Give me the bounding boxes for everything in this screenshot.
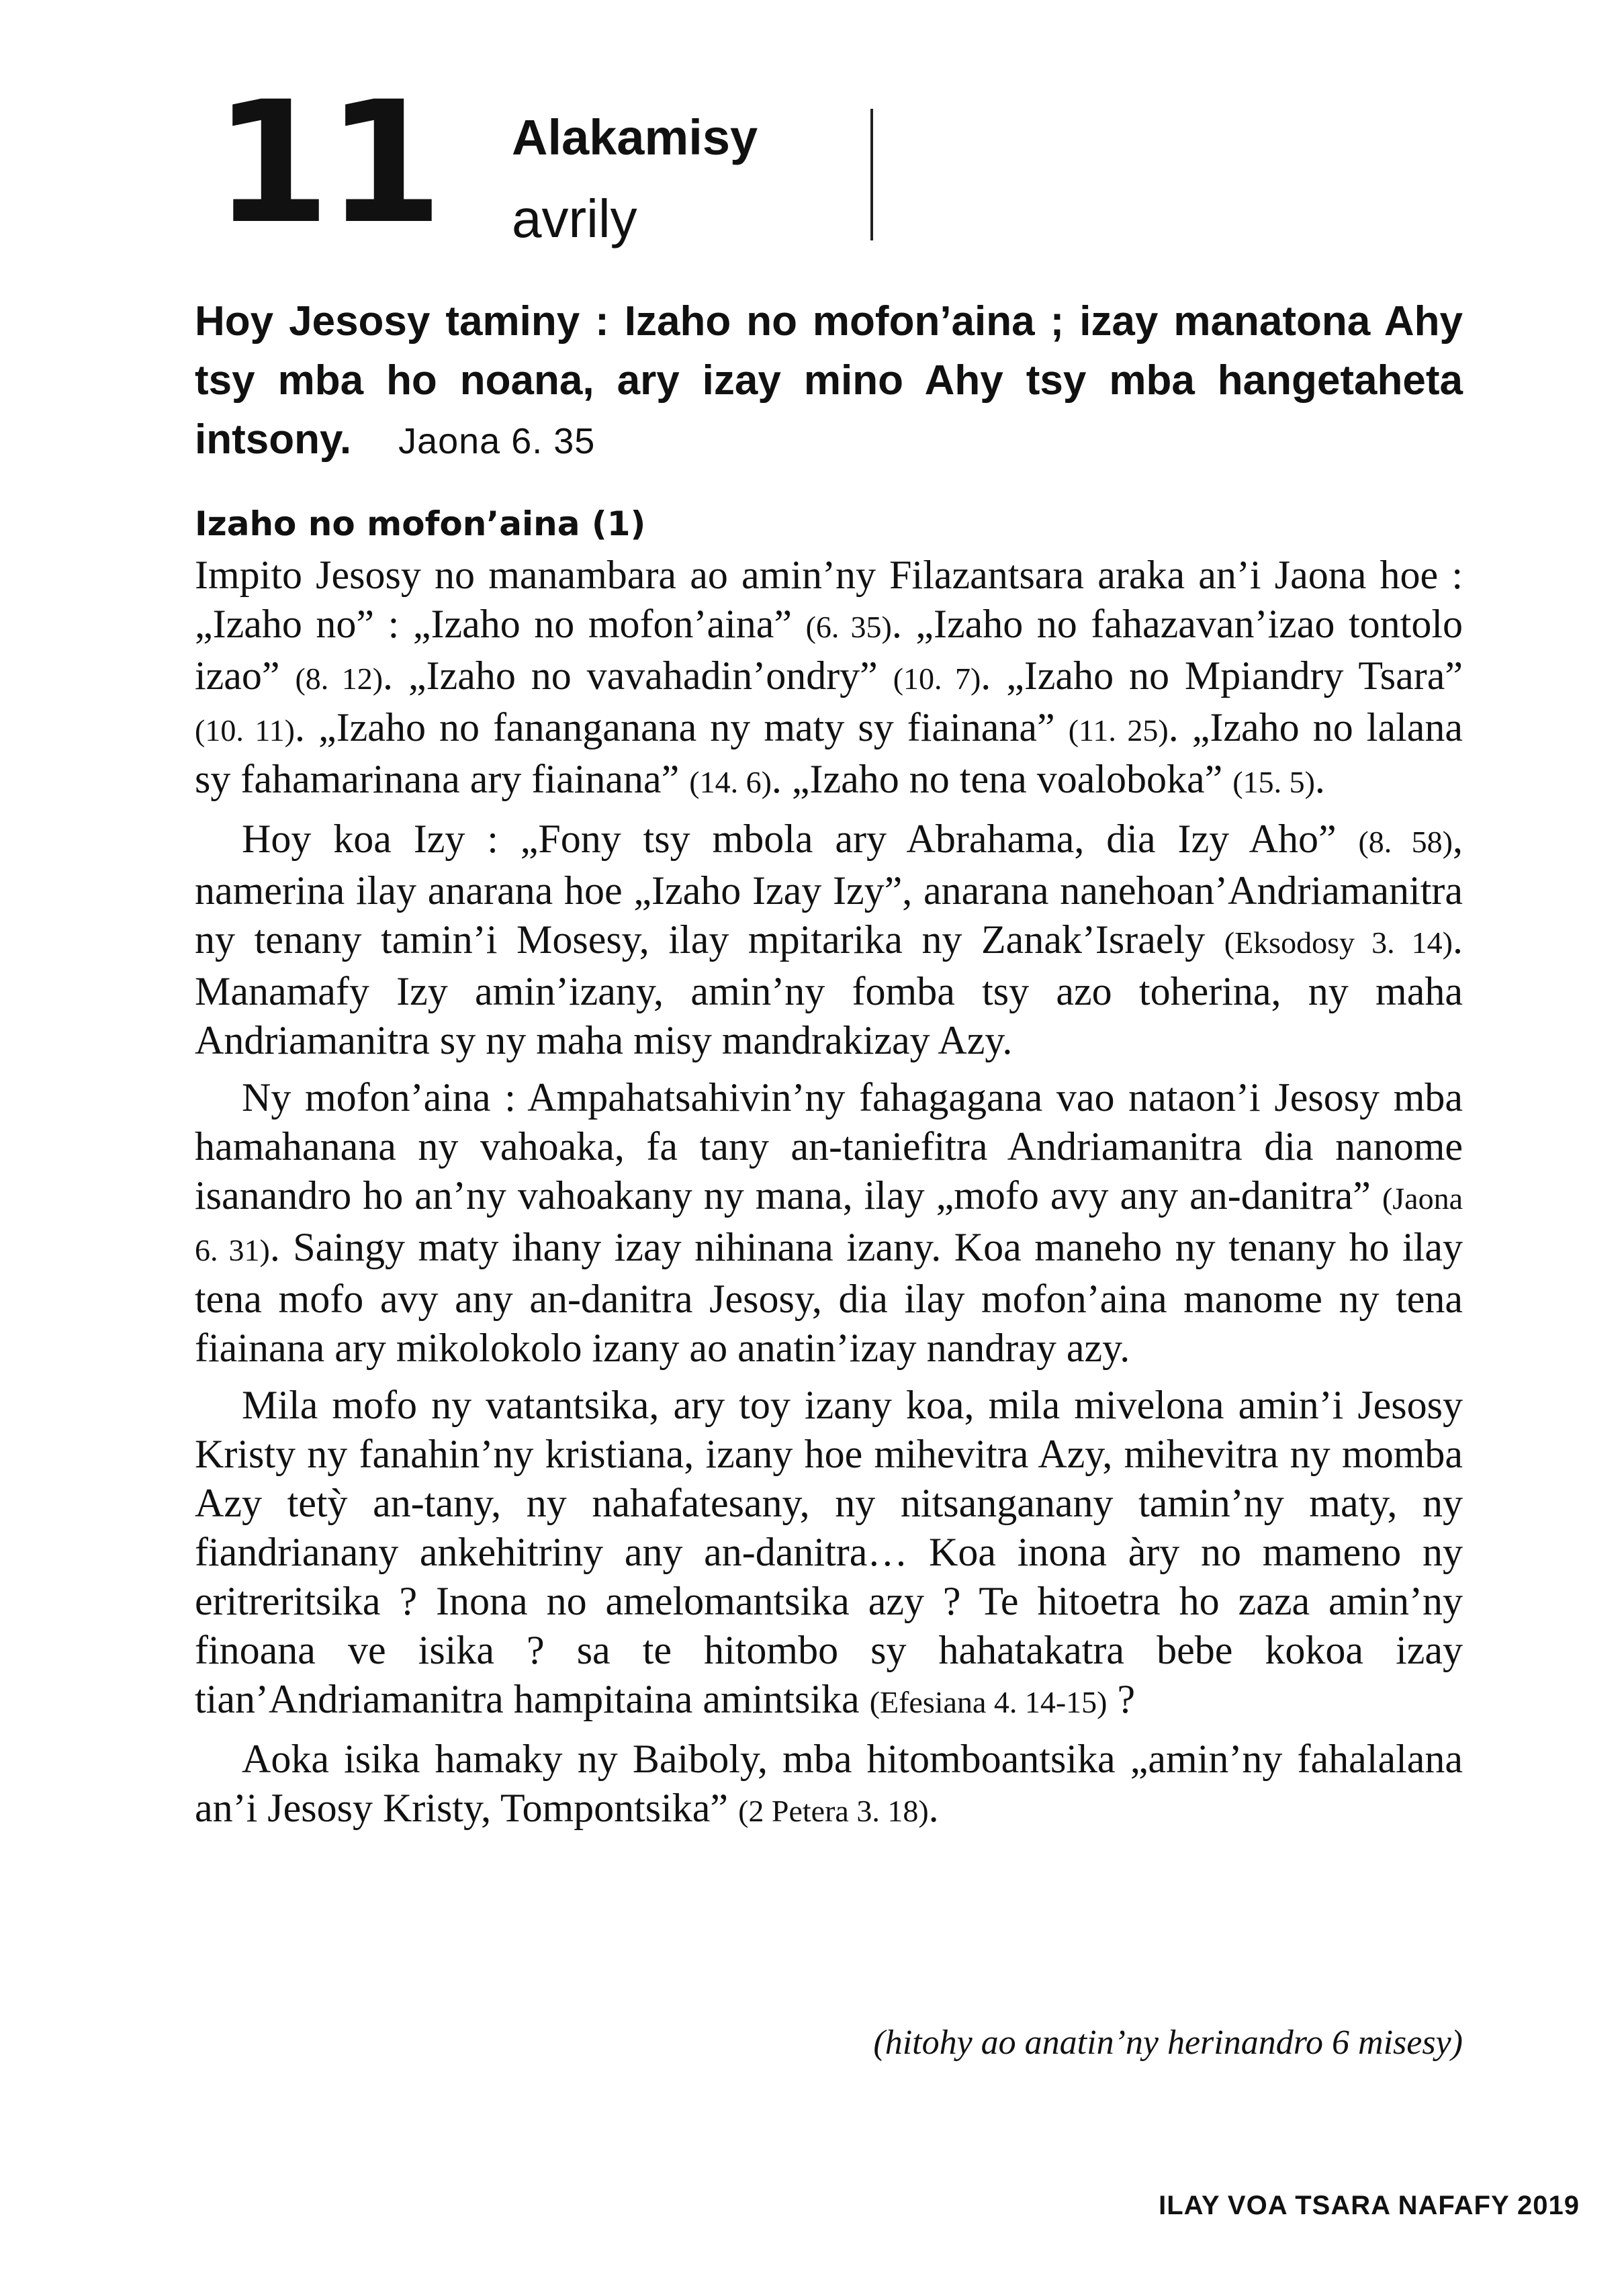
paragraph-text: , namerina ilay anarana hoe „Izaho Izay Izy”, anarana nanehoan’Andriamanitra ny tenany tamin’i Mosesy, ilay mpitarika ny Zanak’Israely (195, 817, 1463, 962)
article-paragraph (195, 815, 1463, 1065)
scripture-reference: (6. 35) (805, 610, 892, 644)
scripture-reference: (11. 25) (1068, 713, 1169, 747)
paragraph-text: Impito Jesosy no manambara ao amin’ny Filazantsara araka an’i Jaona hoe : „Izaho no” : „Izaho no mofon’aina” (195, 553, 1463, 646)
section-title: Izaho no mofon’aina (1) (195, 504, 646, 543)
paragraph-text: . „Izaho no fahazavan’izao tontolo izao” (195, 602, 1463, 698)
paragraph-text: Hoy koa Izy : „Fony tsy mbola ary Abrahama, dia Izy Aho” (242, 817, 1359, 861)
paragraph-text: Aoka isika hamaky ny Baiboly, mba hitomboantsika „amin’ny fahalalana an’i Jesosy Kristy, Tompontsika” (195, 1737, 1463, 1830)
paragraph-text: Mila mofo ny vatantsika, ary toy izany koa, mila mivelona amin’i Jesosy Kristy ny fanahin’ny kristiana, izany hoe mihevitra Azy, mihevitra ny momba Azy tetỳ an-tany, ny nahafatesany, ny nitsanganany tamin’ny maty, ny fiandrianany ankehitriny any an-danitra… Koa inona àry no mameno ny eritreritsika ? Inona no amelomantsika azy ? Te hitoetra ho zaza amin’ny finoana ve isika ? sa te hitombo sy hahatakatra bebe kokoa izay tian’Andriamanitra hampitaina amintsika (195, 1383, 1463, 1721)
paragraph-text: . „Izaho no tena voaloboka” (771, 757, 1233, 801)
header-divider (870, 109, 873, 240)
daily-verse (195, 292, 1463, 471)
scripture-reference: (Jaona 6. 31) (195, 1181, 1463, 1267)
paragraph-text: ? (1107, 1677, 1136, 1721)
verse-text: Hoy Jesosy taminy : Izaho no mofon’aina ; izay manatona Ahy tsy mba ho noana, ary izay mino Ahy tsy mba hangetaheta intsony. (195, 298, 1463, 463)
verse-reference: Jaona 6. 35 (398, 421, 596, 461)
paragraph-text: . „Izaho no vavahadin’ondry” (383, 653, 893, 698)
scripture-reference: (15. 5) (1232, 765, 1315, 799)
paragraph-text: . „Izaho no fananganana ny maty sy fiainana” (295, 705, 1069, 749)
paragraph-text: . Saingy maty ihany izay nihinana izany. Koa maneho ny tenany ho ilay tena mofo avy any an-danitra Jesosy, dia ilay mofon’aina manome ny tena fiainana ary mikolokolo izany ao anatin’izay nandray azy. (195, 1225, 1463, 1370)
paragraph-text: . „Izaho no lalana sy fahamarinana ary fiainana” (195, 705, 1463, 801)
article-paragraph (195, 551, 1463, 807)
paragraph-text: . (1314, 757, 1325, 801)
scripture-reference: (2 Petera 3. 18) (738, 1794, 929, 1828)
paragraph-text: . „Izaho no Mpiandry Tsara” (981, 653, 1463, 698)
continuation-note: (hitohy ao anatin’ny herinandro 6 misesy) (873, 2023, 1463, 2062)
article-paragraph (195, 1735, 1463, 1835)
month-label: avrily (512, 189, 637, 248)
scripture-reference: (8. 58) (1358, 825, 1453, 859)
scripture-reference: (Efesiana 4. 14-15) (869, 1685, 1108, 1719)
footer-publication: ILAY VOA TSARA NAFAFY 2019 (1159, 2191, 1580, 2220)
paragraph-text: . Manamafy Izy amin’izany, amin’ny fomba tsy azo toherina, ny maha Andriamanitra sy ny maha misy mandrakizay Azy. (195, 917, 1463, 1062)
scripture-reference: (10. 7) (893, 662, 981, 696)
scripture-reference: (Eksodosy 3. 14) (1224, 925, 1453, 960)
scripture-reference: (14. 6) (689, 765, 772, 799)
paragraph-text: Ny mofon’aina : Ampahatsahivin’ny fahagagana vao nataon’i Jesosy mba hamahanana ny vahoaka, fa tany an-taniefitra Andriamanitra dia nanome isanandro ho an’ny vahoakany ny mana, ilay „mofo avy any an-danitra” (195, 1075, 1463, 1218)
article-paragraph (195, 1381, 1463, 1727)
day-number: 11 (214, 65, 439, 261)
article-paragraph (195, 1073, 1463, 1373)
scripture-reference: (8. 12) (295, 662, 384, 696)
weekday-label: Alakamisy (512, 109, 758, 165)
article-body (195, 551, 1463, 1844)
scripture-reference: (10. 11) (195, 713, 295, 747)
paragraph-text: . (928, 1786, 939, 1830)
